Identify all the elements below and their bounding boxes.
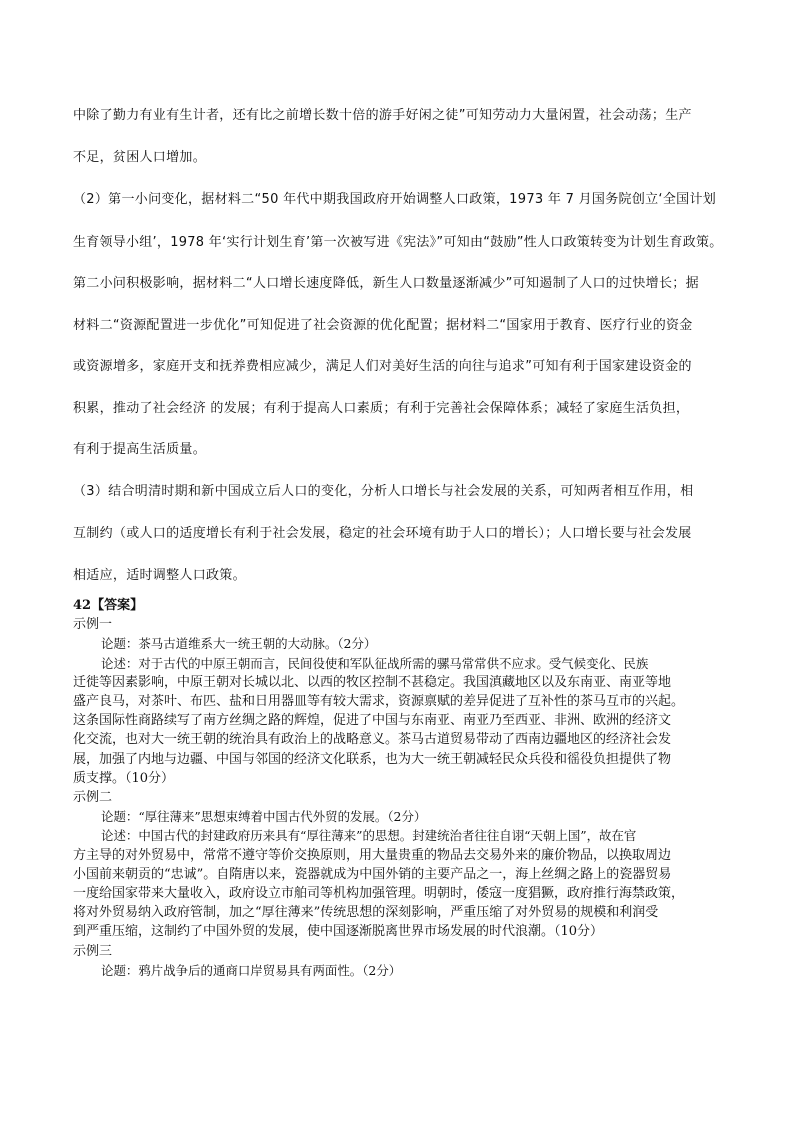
argument-line: 论述：中国古代的封建政府历来具有“厚往薄来”的思想。封建统治者往往自诩“天朝上国”，故在官 — [101, 828, 637, 844]
thesis-line: 论题：“厚往薄来”思想束缚着中国古代外贸的发展。（2分） — [101, 809, 427, 825]
thesis-line: 论题：鸦片战争后的通商口岸贸易具有两面性。（2分） — [101, 962, 402, 978]
argument-line: 这条国际性商路续写了南方丝绸之路的辉煌，促进了中国与东南亚、南亚乃至西亚、非洲、欧洲的经济文 — [73, 713, 672, 729]
example-label: 示例三 — [73, 943, 113, 959]
answer-line: 或资源增多，家庭开支和抚养费相应减少，满足人们对美好生活的向往与追求”可知有利于国家建设资金的 — [73, 359, 692, 374]
argument-line: 质支撑。（10分） — [73, 770, 175, 786]
argument-line: 盛产良马，对茶叶、布匹、盐和日用器皿等有较大需求，资源禀赋的差异促进了互补性的茶马互市的兴起。 — [73, 694, 685, 710]
argument-line: 到严重压缩，这制约了中国外贸的发展，使中国逐渐脱离世界市场发展的时代浪潮。（10分） — [73, 924, 604, 940]
argument-line: 一度给国家带来大量收入，政府设立市舶司等机构加强管理。明朝时，倭寇一度猖獗，政府推行海禁政策， — [73, 886, 685, 902]
argument-line: 小国前来朝贡的“忠诚”。自隋唐以来，瓷器就成为中国外销的主要产品之一，海上丝绸之路上的瓷器贸易 — [73, 866, 672, 882]
answer-line: 生育领导小组’，1978 年‘实行计划生育’第一次被写进《宪法》”可知由“鼓励”性人口政策转变为计划生育政策。 — [73, 235, 723, 250]
argument-line: 方主导的对外贸易中，常常不遵守等价交换原则，用大量贵重的物品去交易外来的廉价物品，以换取周边 — [73, 847, 672, 863]
example-label: 示例一 — [73, 617, 113, 633]
answer-line: （2）第一小问变化，据材料二“50 年代中期我国政府开始调整人口政策，1973 年 7 月国务院创立‘全国计划 — [73, 192, 717, 207]
question-42-answer — [73, 596, 733, 980]
argument-line: 化交流，也对大一统王朝的统治具有政治上的战略意义。茶马古道贸易带动了西南边疆地区的经济社会发 — [73, 732, 672, 748]
answer-line: （3）结合明清时期和新中国成立后人口的变化，分析人口增长与社会发展的关系，可知两者相互作用，相 — [73, 484, 694, 499]
argument-line: 迁徙等因素影响，中原王朝对长城以北、以西的牧区控制不甚稳定。我国滇藏地区以及东南亚、南亚等地 — [73, 674, 672, 690]
answer-line: 材料二“资源配置进一步优化”可知促进了社会资源的优化配置；据材料二“国家用于教育、医疗行业的资金 — [73, 318, 693, 333]
thesis-line: 论题：茶马古道维系大一统王朝的大动脉。（2分） — [101, 636, 377, 652]
argument-line: 论述：对于古代的中原王朝而言，民间役使和军队征战所需的骡马常常供不应求。受气候变化、民族 — [101, 655, 649, 671]
answer-line: 第二小问积极影响，据材料二“人口增长速度降低，新生人口数量逐渐减少”可知遏制了人口的过快增长；据 — [73, 276, 699, 291]
answer-line: 不足，贫困人口增加。 — [73, 150, 207, 165]
argument-line: 展，加强了内地与边疆、中国与邻国的经济文化联系，也为大一统王朝减轻民众兵役和徭役负担提供了物 — [73, 751, 672, 767]
answer-line: 积累，推动了社会经济 的发展；有利于提高人口素质；有利于完善社会保障体系；减轻了家庭生活负担， — [73, 401, 690, 416]
argument-line: 将对外贸易纳入政府管制，加之“厚往薄来”传统思想的深刻影响，严重压缩了对外贸易的规模和利润受 — [73, 905, 659, 921]
example-label: 示例二 — [73, 790, 113, 806]
answer-heading: 42【答案】 — [73, 598, 144, 613]
answer-line: 有利于提高生活质量。 — [73, 442, 207, 457]
answer-line: 互制约（或人口的适度增长有利于社会发展，稳定的社会环境有助于人口的增长）；人口增长要与社会发展 — [73, 526, 692, 541]
answer-line: 相适应，适时调整人口政策。 — [73, 568, 246, 583]
answer-line: 中除了勤力有业有生计者，还有比之前增长数十倍的游手好闲之徒”可知劳动力大量闲置，社会动荡；生产 — [73, 108, 692, 123]
